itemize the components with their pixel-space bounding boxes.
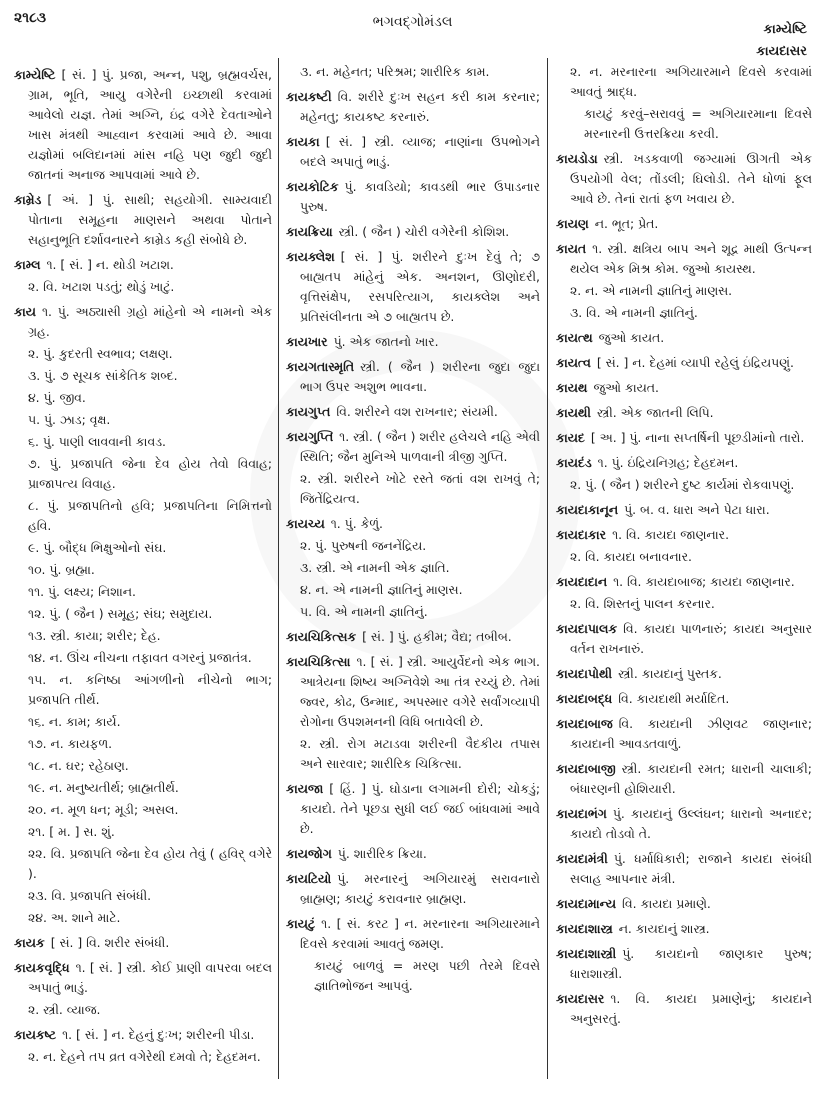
dictionary-entry [556, 328, 812, 348]
definition-text: ૧૯. ન. મનુષ્યતીર્થ; બ્રાહ્મતીર્થ. [28, 780, 179, 795]
dictionary-entry [556, 849, 812, 889]
dictionary-entry [556, 759, 812, 799]
dictionary-entry [286, 222, 540, 242]
definition-text: પું. બ. વ. ધારા અને પેટા ધારા. [624, 502, 770, 517]
entry-sense [14, 410, 272, 430]
headword: કાયથ [556, 380, 588, 395]
definition-text: ૧. સ્ત્રી. ક્ષત્રિય બાપ અને શૂદ્ર માથી ઉત્પન્ન થયેલ એક મિશ્ર કોમ. જુઓ કાયસ્થ. [570, 241, 812, 276]
book-title: ભગવદ્ગોમંડલ [372, 14, 453, 30]
headword: કાયકષ્ટી [286, 89, 332, 104]
entry-sense [286, 602, 540, 622]
headword: કાયટું [286, 916, 316, 931]
dictionary-entry [556, 689, 812, 709]
dictionary-entry [286, 844, 540, 864]
entry-sense [14, 366, 272, 386]
definition-text: ૧. સ્ત્રી. ( જૈન ) શરીર હલેચલે નહિ એવી સ્થિતિ; જૈન મુનિએ પાળવાની ત્રીજી ગુપ્તિ. [300, 429, 540, 464]
headword: કાયચિકિત્સક [286, 629, 357, 644]
definition-text: ૫. વિ. એ નામની જ્ઞાતિનું. [300, 604, 428, 619]
definition-text: પું. મરનારનું અગિયારમું સરાવનારો બ્રાહ્મણ; કાયટું કરાવનાર બ્રાહ્મણ. [300, 871, 540, 906]
dictionary-entry [286, 87, 540, 127]
entry-sense [14, 734, 272, 754]
definition-text: ૨. ન. એ નામની જ્ઞાતિનું માણસ. [570, 283, 733, 298]
headword: કાયત્થ [556, 330, 593, 345]
entry-sense [14, 344, 272, 364]
dictionary-entry [556, 944, 812, 984]
definition-text: કાયટું કરવું–સરાવવું = અગિયારમાના દિવસે મરનારની ઉત્તરક્રિયા કરવી. [584, 106, 812, 141]
entry-sense [286, 62, 540, 82]
entry-sense [556, 104, 812, 144]
definition-text: પું. કાયદાનું ઉલ્લંઘન; ધારાનો અનાદર; કાયદો તોડવો તે. [570, 806, 812, 841]
headword: કાયકોટિક [286, 179, 339, 194]
dictionary-entry [14, 65, 272, 185]
definition-text: ૧. [ સં. ] ન. થોડી ખટાશ. [46, 257, 174, 272]
definition-text: ૧. [ સં. ] ન. દેહનું દુઃખ; શરીરની પીડા. [62, 1027, 255, 1042]
entry-sense [14, 560, 272, 580]
headword: કાયદંડ [556, 455, 592, 470]
definition-text: સ્ત્રી. કાયદાની રમત; ધારાની ચાલાકી; બંધારણની હોશિયારી. [570, 761, 812, 796]
entry-sense [14, 778, 272, 798]
entry-sense [286, 469, 540, 509]
dictionary-entry [286, 514, 540, 534]
column-2 [286, 60, 540, 996]
definition-text: ૨. પું. કુદરતી સ્વભાવ; લક્ષણ. [28, 346, 173, 361]
definition-text: વિ. શરીરે દુઃખ સહન કરી કામ કરનાર; મહેનતુ; કાયકષ્ટ કરનારું. [300, 89, 540, 124]
dictionary-entry [556, 619, 812, 659]
entry-sense [14, 670, 272, 710]
definition-text: ન. ભૂત; પ્રેત. [594, 216, 659, 231]
dictionary-entry [14, 933, 272, 953]
definition-text: ૩. પું. ૭ સૂચક સાંકેતિક શબ્દ. [28, 368, 178, 383]
definition-text: ૧. પું. કેળું. [330, 516, 383, 531]
definition-text: ૨. સ્ત્રી. વ્યાજ. [28, 1002, 101, 1017]
definition-text: ૮. પું. પ્રજાપતિનો હવિ; પ્રજાપતિના નિમિત્તનો હવિ. [28, 498, 272, 533]
headword: કામ્યેષ્ટિ [14, 67, 56, 82]
entry-sense [14, 1047, 272, 1067]
definition-text: ૧૮. ન. ઘર; રહેઠાણ. [28, 758, 129, 773]
definition-text: ૧. પું. અઠ્યાસી ગ્રહો માંહેનો એ નામનો એક ગ્રહ. [28, 304, 272, 339]
headword: કાયખાર [286, 334, 328, 349]
entry-sense [14, 277, 272, 297]
entry-sense [14, 496, 272, 536]
definition-text: ૯. પું. બૌદ્ધ ભિક્ષુઓનો સંઘ. [28, 540, 167, 555]
entry-sense [556, 547, 812, 567]
entry-sense [14, 1000, 272, 1020]
definition-text: ૪. પું. જીવ. [28, 390, 86, 405]
headword: કાયદાશાસ્ત્રી [556, 946, 617, 961]
definition-text: ૨. ન. મરનારના અગિયારમાને દિવસે કરવામાં આવતું શ્રાદ્ધ. [570, 64, 812, 99]
headword: કાયચ્ય [286, 516, 325, 531]
headword: કાયત્વ [556, 355, 591, 370]
headword: કાયદાબાજી [556, 761, 616, 776]
entry-sense [556, 303, 812, 323]
headword: કાયજા [286, 781, 324, 796]
dictionary-entry [556, 353, 812, 373]
definition-text: [ અં. ] પું. સાથી; સહયોગી. સામ્યવાદી પોતાના સમૂહના માણસને અથવા પોતાને સહાનુભૂતિ દર્શાવનારને કામ્રેડ કહી સંબોધે છે. [28, 192, 272, 247]
definition-text: ૧. વિ. કાયદા જાણનાર. [612, 527, 730, 542]
definition-text: ૨. વિ. કાયદા બનાવનાર. [570, 549, 692, 564]
headword: કાયદાપાલક [556, 621, 618, 636]
dictionary-entry [14, 255, 272, 275]
definition-text: ૨. વિ. ખટાશ પડતું; થોડું ખાટું. [28, 279, 175, 294]
definition-text: જુઓ કાયત. [593, 380, 659, 395]
headword: કાયક્લેશ [286, 249, 335, 264]
headword: કાયકષ્ટ [14, 1027, 57, 1042]
headword: કાયદાદાન [556, 574, 608, 589]
column-divider [547, 58, 548, 1079]
definition-text: ૩. સ્ત્રી. એ નામની એક જ્ઞાતિ. [300, 560, 450, 575]
entry-sense [14, 432, 272, 452]
entry-sense [14, 800, 272, 820]
entry-sense [556, 281, 812, 301]
definition-text: સ્ત્રી. ( જૈન ) શરીરના જુદા જુદા ભાગ ઉપર અશુભ ભાવના. [300, 359, 540, 394]
guide-word-first: કામ્યેષ્ટિ [763, 22, 807, 37]
dictionary-entry [286, 402, 540, 422]
definition-text: ૨. પું. ( જૈન ) શરીરને દુષ્ટ કાર્યમાં રોકવાપણું. [570, 477, 795, 492]
definition-text: સ્ત્રી. ખડકવાળી જગ્યામાં ઊગતી એક ઉપયોગી વેલ; તોંડલી; ઘિલોડી. તેને ધોળાં ફૂલ આવે છે. તેનાં રાતાં ફળ ખવાય છે. [570, 151, 812, 206]
definition-text: જુઓ કાયત. [598, 330, 665, 345]
headword: કામ્લ [14, 257, 41, 272]
entry-sense [14, 582, 272, 602]
entry-sense [14, 712, 272, 732]
headword: કાયદાપોથી [556, 666, 613, 681]
definition-text: ૨૧. [ મ. ] સ. શું. [28, 824, 115, 839]
definition-text: ૨૨. વિ. પ્રજાપતિ જેના દેવ હોય તેવું ( હવિર્ વગેરે ). [28, 846, 272, 881]
definition-text: ૧. [ સં. કરટ ] ન. મરનારના અગિયારમાને દિવસે કરવામાં આવતું જમણ. [300, 916, 540, 951]
definition-text: ૪. ન. એ નામની જ્ઞાતિનું માણસ. [300, 582, 463, 597]
definition-text: ૧૨. પું. ( જૈન ) સમૂહ; સંઘ; સમુદાય. [28, 606, 213, 621]
definition-text: ૨. પું. પુરુષની જનનેંદ્રિય. [300, 538, 427, 553]
page-number: ૨૧૮૩ [14, 10, 47, 26]
dictionary-entry [556, 239, 812, 279]
dictionary-entry [286, 914, 540, 954]
definition-text: ૭. પું. પ્રજાપતિ જેના દેવ હોય તેવો વિવાહ; પ્રાજાપત્ય વિવાહ. [28, 456, 272, 491]
headword: કાયક્રિયા [286, 224, 333, 239]
entry-sense [14, 604, 272, 624]
definition-text: ૧૪. ન. ઊંચ નીચના તફાવત વગરનું પ્રજાતંત્ર. [28, 650, 252, 665]
entry-sense [14, 388, 272, 408]
headword: કાયકવૃદ્ધિ [14, 960, 70, 975]
headword: કાયગુપ્તિ [286, 429, 334, 444]
definition-text: કાયટું બાળવું = મરણ પછી તેરમે દિવસે જ્ઞાતિભોજન આપવું. [314, 958, 540, 993]
definition-text: ૧. [ સં. ] સ્ત્રી. આયુર્વેદનો એક ભાગ. આત્રેયના શિષ્ય અગ્નિવેશે આ તંત્ર રચ્યું છે. તેમાં જ્વર, કોઢ, ઉન્માદ, અપસ્માર વગેરે સર્વાંગવ્યાપી રોગોના ઉપશમનની વિધિ બતાવેલી છે. [300, 654, 540, 729]
dictionary-entry [14, 190, 272, 250]
definition-text: [ સં. ] પું. હકીમ; વૈદ્ય; તબીબ. [362, 629, 512, 644]
definition-text: વિ. કાયદાથી મર્યાદિત. [618, 691, 730, 706]
definition-text: ૨. સ્ત્રી. રોગ મટાડવા શરીરની વૈદકીય તપાસ અને સારવાર; શારીરિક ચિકિત્સા. [300, 736, 540, 771]
headword: કાયદાબાજ [556, 716, 613, 731]
definition-text: ૨૩. વિ. પ્રજાપતિ સંબંધી. [28, 888, 152, 903]
definition-text: પું. કાવડિયો; કાવડથી ભાર ઉપાડનાર પુરુષ. [300, 179, 540, 214]
definition-text: ૧. વિ. કાયદા પ્રમાણેનું; કાયદાને અનુસરતું. [570, 991, 812, 1026]
dictionary-entry [286, 357, 540, 397]
headword: કાયદાકાર [556, 527, 607, 542]
entry-sense [286, 558, 540, 578]
headword: કાયટિયો [286, 871, 332, 886]
dictionary-entry [556, 378, 812, 398]
definition-text: પું. ધર્માધિકારી; રાજાને કાયદા સંબંધી સલાહ આપનાર મંત્રી. [570, 851, 812, 886]
definition-text: [ અ. ] પું. નાના સપ્તર્ષિની પૂછડીમાંનો તારો. [590, 430, 805, 445]
definition-text: [ સં. ] પું. પ્રજા, અન્ન, પશુ, બ્રહ્મવર્ચસ, ગ્રામ, ભૂતિ, આયુ વગેરેની ઇચ્છાથી કરવામાં આવેલો યજ્ઞ. તેમાં અગ્નિ, ઇંદ્ર વગેરે દેવતાઓને ખાસ મંત્રથી આહ્વાન કરવામાં આવે છે. આવા યજ્ઞોમાં બલિદાનમાં માંસ નહિ પણ જુદી જુદી જાતનાં અનાજ આપવામાં આવે છે. [28, 67, 272, 182]
dictionary-entry [14, 302, 272, 342]
definition-text: ૧૧. પું. લક્ષ્ય; નિશાન. [28, 584, 136, 599]
headword: કાયજોગ [286, 846, 332, 861]
dictionary-entry [556, 804, 812, 844]
headword: કાયણ [556, 216, 589, 231]
column-divider [278, 58, 279, 1079]
definition-text: ૨૦. ન. મૂળ ધન; મૂડી; અસલ. [28, 802, 179, 817]
dictionary-entry [286, 177, 540, 217]
dictionary-entry [556, 149, 812, 209]
dictionary-entry [556, 525, 812, 545]
dictionary-entry [556, 894, 812, 914]
entry-sense [286, 580, 540, 600]
dictionary-entry [556, 989, 812, 1029]
headword: કાયક [14, 935, 45, 950]
definition-text: [ સં. ] વિ. શરીર સંબંધી. [50, 935, 170, 950]
definition-text: ૧૫. ન. કનિષ્ઠા આંગળીનો નીચેનો ભાગ; પ્રજાપતિ તીર્થ. [28, 672, 272, 707]
definition-text: પું. એક જાતનો ખાર. [333, 334, 439, 349]
headword: કામ્રેડ [14, 192, 42, 207]
dictionary-entry [286, 627, 540, 647]
dictionary-entry [556, 714, 812, 754]
dictionary-entry [286, 132, 540, 172]
definition-text: ૧૩. સ્ત્રી. કાયા; શરીર; દેહ. [28, 628, 161, 643]
headword: કાયદામંત્રી [556, 851, 608, 866]
entry-sense [14, 648, 272, 668]
column-3 [556, 60, 812, 1029]
definition-text: ૨૪. અ. શાને માટે. [28, 910, 121, 925]
definition-text: પું. શારીરિક ક્રિયા. [337, 846, 427, 861]
definition-text: ૩. ન. મહેનત; પરિશ્રમ; શારીરિક કામ. [300, 64, 490, 79]
definition-text: ૧૬. ન. કામ; કાર્ય. [28, 714, 121, 729]
headword: કાયથી [556, 405, 591, 420]
headword: કાયડોડા [556, 151, 598, 166]
dictionary-entry [556, 500, 812, 520]
definition-text: ૧. [ સં. ] સ્ત્રી. કોઈ પ્રાણી વાપરવા બદલ અપાતું ભાડું. [28, 960, 272, 995]
definition-text: વિ. શરીરને વશ રાખનાર; સંયમી. [336, 404, 498, 419]
definition-text: પું. કાયદાનો જાણકાર પુરુષ; ધારાશાસ્ત્રી. [570, 946, 812, 981]
headword: કાયચિકિત્સા [286, 654, 351, 669]
definition-text: ૨. વિ. શિસ્તનું પાલન કરનાર. [570, 596, 715, 611]
dictionary-entry [556, 428, 812, 448]
headword: કાયદામાન્ય [556, 896, 617, 911]
entry-sense [286, 956, 540, 996]
entry-sense [14, 454, 272, 494]
definition-text: વિ. કાયદા પ્રમાણે. [622, 896, 711, 911]
dictionary-entry [286, 869, 540, 909]
headword: કાયદાસર [556, 991, 605, 1006]
headword: કાયદાશાસ્ત્ર [556, 921, 613, 936]
dictionary-entry [286, 427, 540, 467]
headword: કાયદાબદ્ધ [556, 691, 613, 706]
headword: કાય [14, 304, 36, 319]
entry-sense [556, 475, 812, 495]
definition-text: ૫. પું. ઝાડ; વૃક્ષ. [28, 412, 111, 427]
entry-sense [286, 734, 540, 774]
entry-sense [14, 822, 272, 842]
dictionary-entry [286, 332, 540, 352]
dictionary-entry [556, 403, 812, 423]
definition-text: ૧. વિ. કાયદાબાજ; કાયદા જાણનાર. [613, 574, 795, 589]
dictionary-entry [556, 453, 812, 473]
definition-text: ૨. સ્ત્રી. શરીરને ખોટે રસ્તે જતાં વશ રાખવું તે; જિતેંદ્રિયત્વ. [300, 471, 540, 506]
dictionary-entry [556, 214, 812, 234]
entry-sense [14, 886, 272, 906]
definition-text: સ્ત્રી. ( જૈન ) ચોરી વગેરેની કોશિશ. [338, 224, 510, 239]
guide-word-last: કાયદાસર [756, 44, 807, 59]
headword: કાયકા [286, 134, 320, 149]
dictionary-entry [14, 958, 272, 998]
entry-sense [556, 62, 812, 102]
definition-text: [ હિં. ] પું. ઘોડાના લગામની દોરી; ચોકડું; કાયદો. તેને પૂછડા સુધી લઈ જઈ બાંધવામાં આવે છે. [300, 781, 540, 836]
definition-text: સ્ત્રી. કાયદાનું પુસ્તક. [618, 666, 722, 681]
definition-text: ૬. પું. પાણી લાવવાની કાવડ. [28, 434, 166, 449]
entry-sense [14, 626, 272, 646]
headword: કાયદાકાનૂન [556, 502, 619, 517]
dictionary-entry [556, 664, 812, 684]
entry-sense [14, 844, 272, 884]
headword: કાયત [556, 241, 587, 256]
headword: કાયગતાસ્મૃતિ [286, 359, 355, 374]
definition-text: [ સં. ] ન. દેહમાં વ્યાપી રહેલું ઇંદ્રિયપણું. [596, 355, 794, 370]
definition-text: [ સં. ] સ્ત્રી. વ્યાજ; નાણાંના ઉપભોગને બદલે અપાતું ભાડું. [300, 134, 540, 169]
dictionary-entry [14, 1025, 272, 1045]
entry-sense [14, 908, 272, 928]
definition-text: ૧૦. પું. બ્રહ્મા. [28, 562, 95, 577]
entry-sense [556, 594, 812, 614]
headword: કાયગુપ્ત [286, 404, 331, 419]
entry-sense [14, 756, 272, 776]
definition-text: [ સં. ] પું. શરીરને દુઃખ દેવું તે; ૭ બાહ્યતપ માંહેનું એક. અનશન, ઊણોદરી, વૃત્તિસંક્ષેપ, રસપરિત્યાગ, કાયક્લેશ અને પ્રતિસંલીનતા એ ૭ બાહ્યતપ છે. [300, 249, 540, 324]
definition-text: ૧. પું. ઇંદ્રિયનિગ્રહ; દેહદમન. [597, 455, 739, 470]
column-1 [14, 60, 272, 1067]
definition-text: વિ. કાયદાની ઝીણવટ જાણનાર; કાયદાની આવડતવાળું. [570, 716, 812, 751]
entry-sense [286, 536, 540, 556]
dictionary-entry [556, 572, 812, 592]
dictionary-entry [286, 779, 540, 839]
headword: કાયદ [556, 430, 585, 445]
definition-text: વિ. કાયદા પાળનારું; કાયદા અનુસાર વર્તન રાખનારું. [570, 621, 812, 656]
definition-text: સ્ત્રી. એક જાતની લિપિ. [596, 405, 714, 420]
dictionary-entry [286, 247, 540, 327]
definition-text: ન. કાયદાનું શાસ્ત્ર. [618, 921, 710, 936]
definition-text: ૩. વિ. એ નામની જ્ઞાતિનું. [570, 305, 698, 320]
definition-text: ૨. ન. દેહને તપ વ્રત વગેરેથી દમવો તે; દેહદમન. [28, 1049, 261, 1064]
headword: કાયદાભંગ [556, 806, 607, 821]
definition-text: ૧૭. ન. કાયફળ. [28, 736, 113, 751]
dictionary-entry [556, 919, 812, 939]
dictionary-entry [286, 652, 540, 732]
entry-sense [14, 538, 272, 558]
